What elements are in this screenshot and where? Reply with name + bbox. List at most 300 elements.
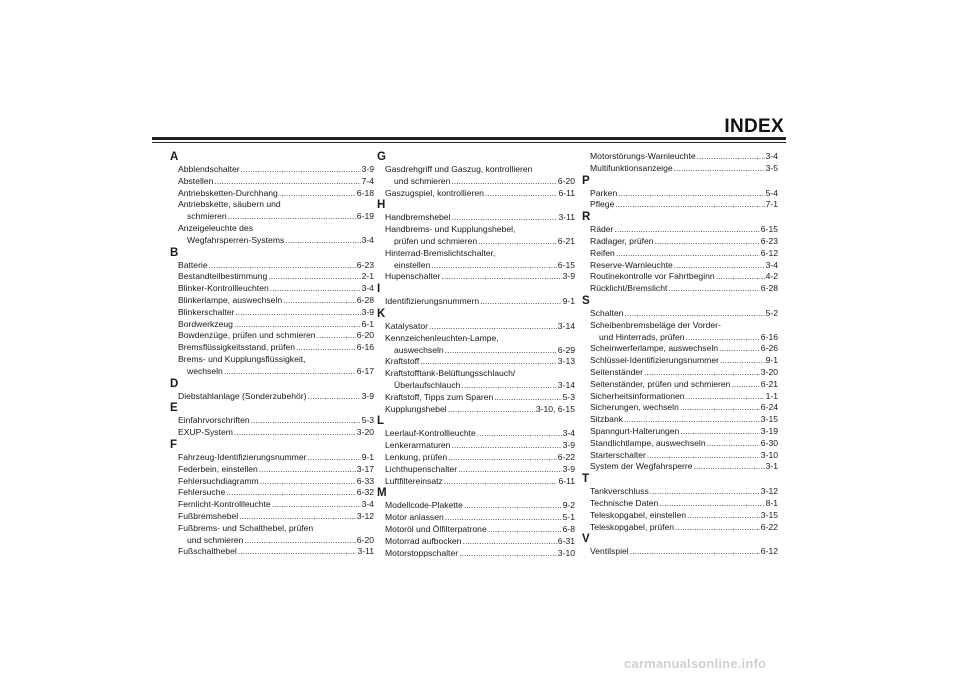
index-entry bbox=[178, 499, 374, 511]
entry-text: Lenkung, prüfen bbox=[385, 451, 448, 462]
index-entry bbox=[385, 248, 575, 260]
section-letter: F bbox=[170, 438, 178, 451]
entry-text: Diebstahlanlage (Sonderzubehör) bbox=[178, 390, 307, 401]
entry-text: Seitenständer, prüfen und schmieren bbox=[590, 378, 731, 389]
index-entry bbox=[178, 342, 374, 354]
entry-text: Sicherheitsinformationen bbox=[590, 390, 685, 401]
index-entry bbox=[590, 260, 778, 272]
leader-dots bbox=[485, 188, 558, 200]
index-entry bbox=[385, 296, 575, 308]
entry-page-number: 7-4 bbox=[361, 175, 374, 186]
entry-text: Wegfahrsperren-Systems bbox=[187, 234, 285, 245]
leader-dots bbox=[234, 427, 356, 439]
leader-dots bbox=[451, 212, 557, 224]
index-entry bbox=[385, 548, 575, 560]
entry-text: Hupenschalter bbox=[385, 271, 441, 282]
entry-text: Blinker-Kontrollleuchten bbox=[178, 283, 269, 294]
entry-page-number: 6-23 bbox=[356, 259, 374, 270]
entry-text: Abstellen bbox=[178, 175, 214, 186]
entry-text: Lichthupenschalter bbox=[385, 463, 458, 474]
entry-text: Fußbrems- und Schalthebel, prüfen bbox=[178, 522, 314, 533]
leader-dots bbox=[251, 415, 361, 427]
entry-text: Blinkerlampe, auswechseln bbox=[178, 294, 283, 305]
leader-dots bbox=[655, 236, 760, 248]
entry-text: Radlager, prüfen bbox=[590, 235, 654, 246]
entry-text: Fußschalthebel bbox=[178, 546, 237, 557]
entry-page-number: 3-4 bbox=[765, 151, 778, 161]
index-entry bbox=[385, 512, 575, 524]
entry-page-number: 3-4 bbox=[361, 234, 374, 245]
leader-dots bbox=[259, 464, 356, 476]
index-entry bbox=[385, 236, 575, 248]
leader-dots bbox=[241, 164, 361, 176]
index-entry bbox=[385, 380, 575, 392]
entry-page-number: 3-15 bbox=[760, 509, 778, 520]
index-entry bbox=[178, 307, 374, 319]
index-entry bbox=[590, 367, 778, 379]
index-entry bbox=[385, 321, 575, 333]
leader-dots bbox=[270, 283, 361, 295]
section-letter: S bbox=[582, 294, 590, 307]
index-entry bbox=[178, 188, 374, 200]
index-entry bbox=[178, 476, 374, 488]
entry-text: Reserve-Warnleuchte bbox=[590, 259, 673, 270]
entry-text: und Hinterrads, prüfen bbox=[599, 331, 685, 342]
entry-page-number: 3-20 bbox=[760, 366, 778, 377]
entry-text: Hinterrad-Bremslichtschalter, bbox=[385, 247, 496, 258]
entry-page-number: 5-3 bbox=[562, 391, 575, 402]
leader-dots bbox=[441, 271, 561, 283]
leader-dots bbox=[680, 426, 759, 438]
section-letter: I bbox=[377, 283, 381, 296]
index-entry bbox=[385, 356, 575, 368]
entry-text: einstellen bbox=[394, 259, 431, 270]
entry-page-number: 3-14 bbox=[557, 320, 575, 331]
entry-page-number: 6-15 bbox=[557, 259, 575, 270]
entry-text: prüfen und schmieren bbox=[394, 235, 478, 246]
index-entry bbox=[590, 224, 778, 236]
entry-page-number: 8-1 bbox=[765, 497, 778, 508]
entry-text: Räder bbox=[590, 224, 614, 235]
section-letter: L bbox=[377, 415, 385, 428]
entry-page-number: 3-9 bbox=[562, 463, 575, 474]
section-letter: A bbox=[170, 151, 179, 163]
leader-dots bbox=[226, 487, 356, 499]
index-entry bbox=[590, 498, 778, 510]
index-entry bbox=[590, 450, 778, 462]
entry-page-number: 4-2 bbox=[765, 271, 778, 282]
section-letter: G bbox=[377, 151, 386, 163]
entry-text: Kraftstoff, Tipps zum Sparen bbox=[385, 391, 494, 402]
index-entry bbox=[590, 522, 778, 534]
leader-dots bbox=[420, 356, 557, 368]
entry-text: Leerlauf-Kontrollleuchte bbox=[385, 428, 476, 439]
entry-text: Fehlersuchdiagramm bbox=[178, 475, 259, 486]
entry-text: auswechseln bbox=[394, 344, 444, 355]
index-entry bbox=[178, 271, 374, 283]
entry-page-number: 6-31 bbox=[557, 535, 575, 546]
index-entry bbox=[590, 461, 778, 473]
leader-dots bbox=[462, 536, 556, 548]
entry-page-number: 6-21 bbox=[760, 378, 778, 389]
entry-page-number: 6-16 bbox=[760, 331, 778, 342]
index-entry bbox=[385, 440, 575, 452]
index-entry bbox=[385, 333, 575, 345]
entry-page-number: 6-8 bbox=[562, 523, 575, 534]
index-entry bbox=[590, 438, 778, 450]
entry-page-number: 6-1 bbox=[361, 318, 374, 329]
index-entry bbox=[590, 414, 778, 426]
index-entry bbox=[590, 320, 778, 332]
entry-page-number: 3-10 bbox=[760, 449, 778, 460]
entry-text: Routinekontrolle vor Fahrtbeginn bbox=[590, 271, 715, 282]
entry-page-number: 6-33 bbox=[356, 475, 374, 486]
entry-text: System der Wegfahrsperre bbox=[590, 461, 693, 472]
entry-text: Parken bbox=[590, 187, 618, 198]
index-entry bbox=[590, 199, 778, 211]
section-letter: E bbox=[170, 402, 178, 415]
entry-text: Teleskopgabel, prüfen bbox=[590, 521, 675, 532]
entry-text: Tankverschluss bbox=[590, 486, 649, 497]
entry-page-number: 9-1 bbox=[361, 451, 374, 462]
entry-page-number: 3-10 bbox=[557, 547, 575, 558]
entry-page-number: 6-15 bbox=[760, 224, 778, 235]
leader-dots bbox=[283, 295, 356, 307]
leader-dots bbox=[445, 345, 557, 357]
entry-page-number: 6-22 bbox=[760, 521, 778, 532]
entry-text: Teleskopgabel, einstellen bbox=[590, 509, 687, 520]
leader-dots bbox=[731, 379, 759, 391]
entry-page-number: 3-9 bbox=[562, 271, 575, 282]
index-entry bbox=[178, 366, 374, 378]
index-entry bbox=[590, 391, 778, 403]
index-entry bbox=[590, 379, 778, 391]
entry-page-number: 1-1 bbox=[765, 390, 778, 401]
entry-page-number: 6-16 bbox=[356, 342, 374, 353]
index-entry bbox=[385, 500, 575, 512]
entry-text: Handbremshebel bbox=[385, 212, 451, 223]
section-letter: V bbox=[582, 533, 590, 546]
index-column-2 bbox=[377, 151, 575, 559]
entry-text: Anzeigeleuchte des bbox=[178, 222, 254, 233]
leader-dots bbox=[686, 391, 765, 403]
index-entry bbox=[178, 487, 374, 499]
entry-page-number: 3-4 bbox=[361, 499, 374, 510]
entry-text: Ventilspiel bbox=[590, 546, 629, 557]
leader-dots bbox=[238, 546, 357, 558]
entry-text: Fehlersuche bbox=[178, 487, 226, 498]
entry-text: und schmieren bbox=[394, 175, 451, 186]
leader-dots bbox=[614, 224, 759, 236]
leader-dots bbox=[488, 524, 562, 536]
entry-page-number: 3-4 bbox=[765, 259, 778, 270]
entry-page-number: 5-1 bbox=[562, 512, 575, 523]
entry-text: Fernlicht-Kontrollleuchte bbox=[178, 499, 271, 510]
entry-text: Brems- und Kupplungsflüssigkeit, bbox=[178, 353, 306, 364]
section-letter: P bbox=[582, 174, 590, 187]
entry-text: Fahrzeug-Identifizierungsnummer bbox=[178, 451, 307, 462]
leader-dots bbox=[720, 355, 765, 367]
section-letter: H bbox=[377, 199, 386, 212]
entry-text: Motorrad aufbocken bbox=[385, 535, 462, 546]
entry-page-number: 6-19 bbox=[356, 211, 374, 222]
entry-page-number: 6-26 bbox=[760, 343, 778, 354]
entry-text: Spanngurt-Halterungen bbox=[590, 425, 680, 436]
watermark-text: carmanualsonline.info bbox=[624, 656, 767, 671]
entry-page-number: 6-22 bbox=[557, 451, 575, 462]
leader-dots bbox=[268, 271, 360, 283]
index-entry bbox=[385, 224, 575, 236]
index-column-1 bbox=[170, 151, 374, 558]
entry-page-number: 6-24 bbox=[760, 402, 778, 413]
index-entry bbox=[590, 355, 778, 367]
index-entry bbox=[385, 164, 575, 176]
leader-dots bbox=[444, 476, 558, 488]
index-entry bbox=[178, 354, 374, 366]
entry-text: Kraftstofftank-Belüftungsschlauch/ bbox=[385, 368, 516, 379]
entry-text: schmieren bbox=[187, 211, 227, 222]
leader-dots bbox=[209, 260, 356, 272]
index-entry bbox=[590, 546, 778, 558]
index-entry bbox=[385, 404, 575, 416]
leader-dots bbox=[260, 476, 356, 488]
leader-dots bbox=[228, 211, 356, 223]
entry-text: Rücklicht/Bremslicht bbox=[590, 283, 668, 294]
leader-dots bbox=[624, 308, 764, 320]
entry-page-number: 6-12 bbox=[760, 546, 778, 557]
index-entry bbox=[385, 212, 575, 224]
entry-text: Bordwerkzeug bbox=[178, 318, 233, 329]
index-entry bbox=[590, 332, 778, 344]
leader-dots bbox=[464, 500, 562, 512]
entry-text: Modellcode-Plakette bbox=[385, 500, 463, 511]
index-entry bbox=[178, 415, 374, 427]
leader-dots bbox=[459, 548, 557, 560]
index-entry bbox=[385, 188, 575, 200]
index-entry bbox=[590, 151, 778, 163]
leader-dots bbox=[448, 404, 535, 416]
entry-page-number: 6-28 bbox=[356, 294, 374, 305]
entry-page-number: 3-9 bbox=[562, 440, 575, 451]
leader-dots bbox=[687, 510, 760, 522]
entry-page-number: 3-9 bbox=[361, 390, 374, 401]
index-entry bbox=[590, 343, 778, 355]
entry-page-number: 3-5 bbox=[765, 162, 778, 173]
leader-dots bbox=[615, 199, 764, 211]
entry-page-number: 6-12 bbox=[760, 247, 778, 258]
entry-page-number: 9-2 bbox=[562, 500, 575, 511]
entry-text: Abblendschalter bbox=[178, 164, 240, 174]
entry-page-number: 6-20 bbox=[356, 330, 374, 341]
entry-text: Technische Daten bbox=[590, 497, 659, 508]
index-entry bbox=[178, 223, 374, 235]
entry-text: Scheibenbremsbeläge der Vorder- bbox=[590, 319, 721, 330]
entry-page-number: 3-20 bbox=[356, 427, 374, 438]
leader-dots bbox=[244, 535, 355, 547]
header-rule-thick bbox=[152, 137, 786, 140]
leader-dots bbox=[461, 380, 556, 392]
entry-text: Kupplungshebel bbox=[385, 403, 447, 414]
leader-dots bbox=[239, 511, 356, 523]
entry-text: und schmieren bbox=[187, 534, 244, 545]
index-entry bbox=[590, 510, 778, 522]
index-entry bbox=[178, 211, 374, 223]
leader-dots bbox=[285, 235, 360, 247]
index-entry bbox=[385, 392, 575, 404]
entry-text: Kraftstoff bbox=[385, 356, 420, 367]
index-entry bbox=[178, 295, 374, 307]
entry-page-number: 3-4 bbox=[562, 428, 575, 439]
entry-page-number: 3-9 bbox=[361, 164, 374, 174]
leader-dots bbox=[458, 464, 561, 476]
entry-text: wechseln bbox=[187, 365, 223, 376]
leader-dots bbox=[478, 236, 557, 248]
entry-text: Sitzbank bbox=[590, 414, 623, 425]
entry-text: Lenkerarmaturen bbox=[385, 440, 451, 451]
entry-text: Gasdrehgriff und Gaszug, kontrollieren bbox=[385, 164, 533, 174]
leader-dots bbox=[448, 452, 557, 464]
index-entry bbox=[178, 283, 374, 295]
index-entry bbox=[590, 486, 778, 498]
leader-dots bbox=[477, 428, 562, 440]
entry-page-number: 6-17 bbox=[356, 365, 374, 376]
entry-text: EXUP-System bbox=[178, 427, 233, 438]
entry-text: Überlaufschlauch bbox=[394, 379, 461, 390]
index-entry bbox=[178, 535, 374, 547]
entry-page-number: 3-12 bbox=[760, 486, 778, 497]
leader-dots bbox=[624, 414, 760, 426]
leader-dots bbox=[431, 260, 556, 272]
index-entry bbox=[385, 428, 575, 440]
entry-text: Motorstoppschalter bbox=[385, 547, 459, 558]
entry-text: Sicherungen, wechseln bbox=[590, 402, 679, 413]
leader-dots bbox=[716, 271, 765, 283]
entry-page-number: 6-20 bbox=[356, 534, 374, 545]
leader-dots bbox=[445, 512, 562, 524]
leader-dots bbox=[279, 188, 356, 200]
entry-text: Gaszugspiel, kontrollieren bbox=[385, 187, 484, 198]
entry-page-number: 6-30 bbox=[760, 437, 778, 448]
entry-page-number: 3-12 bbox=[356, 510, 374, 521]
entry-page-number: 2-1 bbox=[361, 271, 374, 282]
index-entry bbox=[590, 402, 778, 414]
leader-dots bbox=[480, 296, 561, 308]
entry-text: Scheinwerferlampe, auswechseln bbox=[590, 343, 719, 354]
entry-page-number: 3-14 bbox=[557, 379, 575, 390]
index-entry bbox=[590, 248, 778, 260]
leader-dots bbox=[686, 332, 760, 344]
header-rule-thin bbox=[152, 142, 786, 143]
leader-dots bbox=[272, 499, 361, 511]
index-entry bbox=[590, 308, 778, 320]
index-entry bbox=[385, 536, 575, 548]
entry-text: Batterie bbox=[178, 259, 208, 270]
section-letter: R bbox=[582, 211, 591, 224]
entry-page-number: 6-32 bbox=[356, 487, 374, 498]
entry-text: Reifen bbox=[590, 247, 615, 258]
entry-page-number: 3-10, 6-15 bbox=[535, 403, 575, 414]
leader-dots bbox=[680, 402, 760, 414]
entry-text: Antriebsketten-Durchhang bbox=[178, 187, 278, 198]
entry-page-number: 9-1 bbox=[562, 296, 575, 307]
entry-page-number: 3-15 bbox=[760, 414, 778, 425]
index-entry bbox=[178, 546, 374, 558]
entry-text: Schlüssel-Identifizierungsnummer bbox=[590, 355, 719, 366]
leader-dots bbox=[674, 260, 765, 272]
leader-dots bbox=[296, 342, 356, 354]
leader-dots bbox=[235, 307, 360, 319]
index-entry bbox=[590, 283, 778, 295]
entry-text: Schalten bbox=[590, 307, 624, 318]
leader-dots bbox=[630, 546, 760, 558]
page-title: INDEX bbox=[724, 116, 784, 137]
entry-text: Bremsflüssigkeitsstand, prüfen bbox=[178, 342, 296, 353]
leader-dots bbox=[224, 366, 356, 378]
index-entry bbox=[590, 426, 778, 438]
leader-dots bbox=[234, 319, 361, 331]
index-entry bbox=[590, 163, 778, 175]
entry-page-number: 3-1 bbox=[765, 461, 778, 472]
entry-text: Multifunktionsanzeige bbox=[590, 162, 673, 173]
leader-dots bbox=[451, 440, 561, 452]
entry-text: Kennzeichenleuchten-Lampe, bbox=[385, 332, 499, 343]
entry-page-number: 5-2 bbox=[765, 307, 778, 318]
entry-page-number: 6-21 bbox=[557, 235, 575, 246]
section-letter: B bbox=[170, 246, 179, 259]
index-entry bbox=[178, 511, 374, 523]
entry-text: Fußbremshebel bbox=[178, 510, 239, 521]
entry-page-number: 6-29 bbox=[557, 344, 575, 355]
index-entry bbox=[590, 188, 778, 200]
index-entry bbox=[178, 319, 374, 331]
index-entry bbox=[178, 260, 374, 272]
entry-text: Starterschalter bbox=[590, 449, 646, 460]
leader-dots bbox=[650, 486, 760, 498]
index-column-3 bbox=[582, 151, 778, 558]
entry-page-number: 5-3 bbox=[361, 415, 374, 426]
entry-page-number: 3-11 bbox=[558, 212, 575, 223]
entry-page-number: 3-11 bbox=[357, 546, 374, 557]
leader-dots bbox=[494, 392, 561, 404]
entry-text: Pflege bbox=[590, 199, 615, 210]
leader-dots bbox=[659, 498, 764, 510]
entry-page-number: 5-4 bbox=[765, 187, 778, 198]
index-entry bbox=[385, 524, 575, 536]
index-entry bbox=[178, 427, 374, 439]
leader-dots bbox=[308, 452, 361, 464]
entry-text: Bestandteilbestimmung bbox=[178, 271, 268, 282]
index-entry bbox=[178, 199, 374, 211]
entry-page-number: 9-1 bbox=[765, 355, 778, 366]
index-entry bbox=[178, 164, 374, 176]
entry-page-number: 3-9 bbox=[361, 306, 374, 317]
entry-text: Blinkerschalter bbox=[178, 306, 235, 317]
index-entry bbox=[385, 476, 575, 488]
index-entry bbox=[385, 464, 575, 476]
leader-dots bbox=[429, 321, 557, 333]
leader-dots bbox=[668, 283, 759, 295]
entry-text: Antriebskette, säubern und bbox=[178, 199, 281, 210]
entry-text: Luftfiltereinsatz bbox=[385, 475, 443, 486]
leader-dots bbox=[618, 188, 764, 200]
leader-dots bbox=[451, 176, 556, 188]
leader-dots bbox=[214, 176, 360, 188]
leader-dots bbox=[317, 330, 356, 342]
index-entry bbox=[590, 271, 778, 283]
index-entry bbox=[590, 236, 778, 248]
index-entry bbox=[178, 523, 374, 535]
entry-page-number: 6-20 bbox=[557, 175, 575, 186]
